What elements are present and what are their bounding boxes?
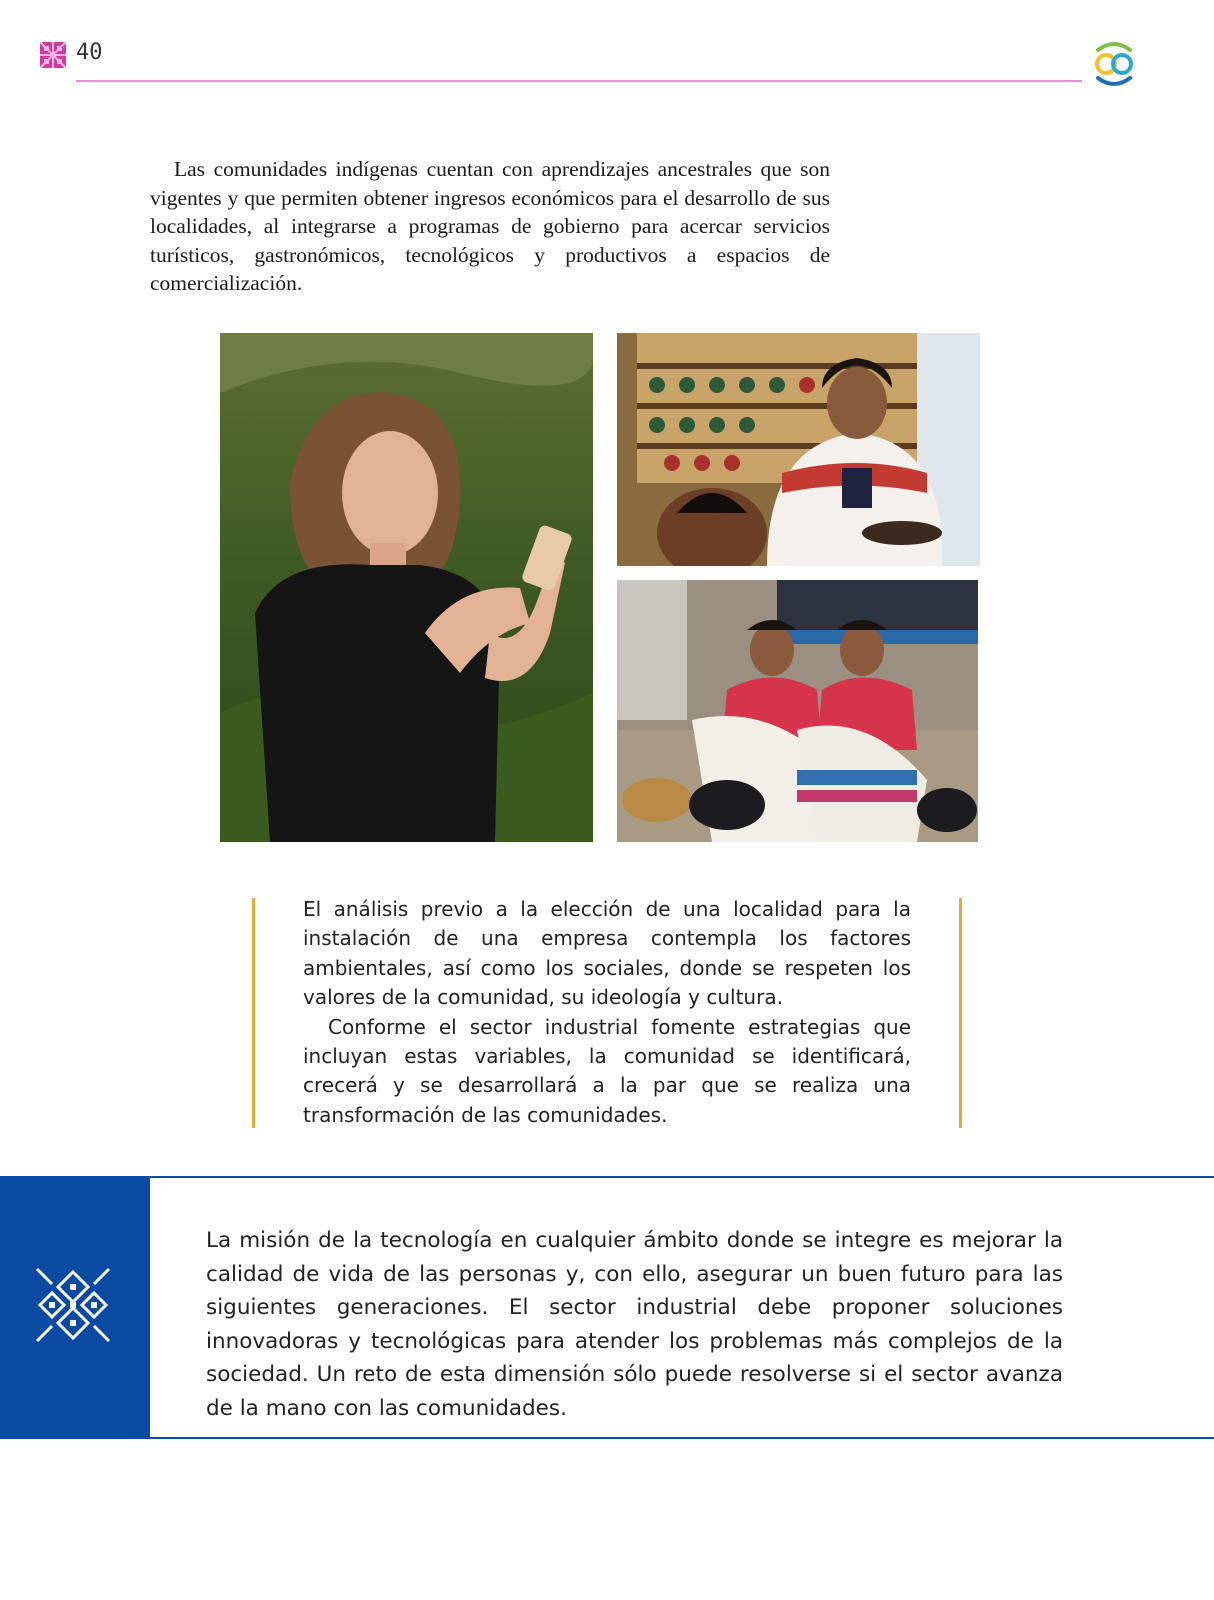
photo-artisan-seller — [617, 333, 980, 566]
quote-paragraph-1: El análisis previo a la elección de una localidad para la instalación de una empresa contempla los factores ambientales, así como los sociales, donde se respeten los valores de la comunidad, su ideología y cultura. — [303, 897, 911, 1010]
interlocking-rings-logo-icon — [1090, 40, 1138, 88]
mission-box-sidebar — [0, 1176, 150, 1439]
photo-women-embroidering — [617, 580, 978, 842]
mission-box-top-rule — [0, 1176, 1214, 1178]
header-rule — [76, 80, 1082, 82]
magenta-pattern-icon — [40, 42, 66, 68]
quote-paragraph-2: Conforme el sector industrial fomente estrategias que incluyan estas variables, la comunidad se identificará, crecerá y se desarrollará a la par que se realiza una transformación de las comunidades. — [303, 1014, 911, 1127]
mission-text: La misión de la tecnología en cualquier ámbito donde se integre es mejorar la calidad de vida de las personas y, con ello, asegurar un buen futuro para las siguientes generaciones. El sector industrial debe proponer soluciones innovadoras y tecnológicas para atender los problemas más complejos de la sociedad. Un reto de esta dimensión sólo puede resolverse si el sector avanza de la mano con las comunidades. — [206, 1228, 1063, 1421]
quote-bar-right — [959, 898, 962, 1128]
intro-paragraph: Las comunidades indígenas cuentan con aprendizajes ancestrales que son vigentes y que permiten obtener ingresos económicos para el desarrollo de sus localidades, al integrarse a programas de gobierno para acercar servicios turísticos, gastronómicos, tecnológicos y productivos a espacios de comercialización. — [150, 157, 830, 295]
quote-block — [303, 895, 911, 1130]
page-number: 40 — [76, 40, 103, 65]
photo-woman-smartphone — [220, 333, 593, 842]
mission-box-bottom-rule — [0, 1437, 1214, 1439]
quote-bar-left — [252, 898, 255, 1128]
white-geometric-pattern-icon — [34, 1266, 112, 1344]
